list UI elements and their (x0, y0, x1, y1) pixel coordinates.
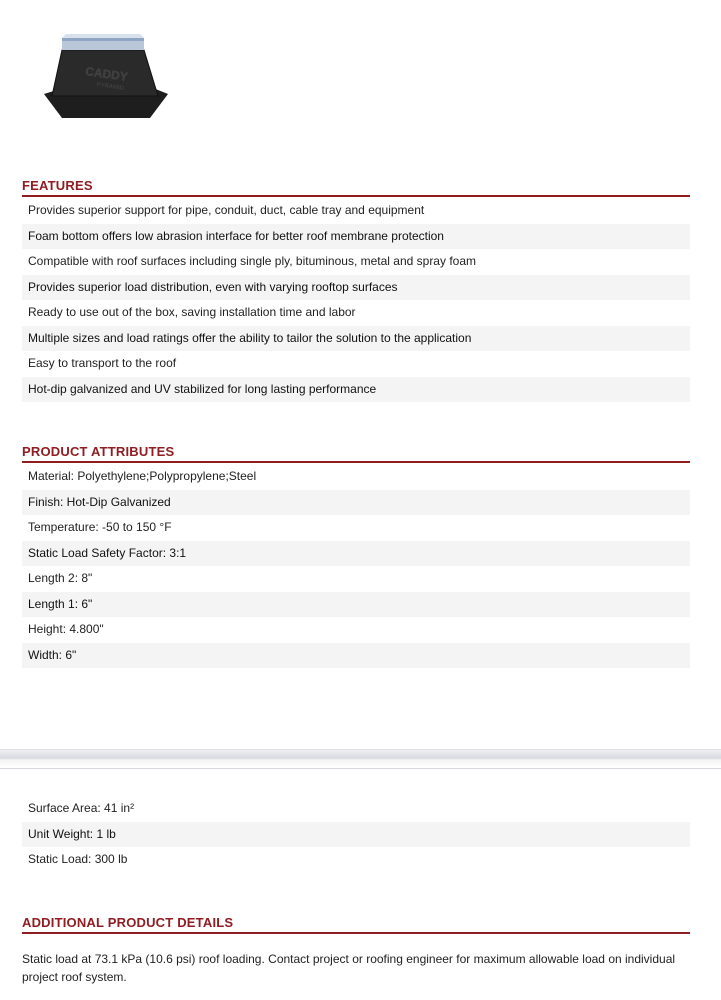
attributes-list-continued (22, 796, 690, 873)
details-title: ADDITIONAL PRODUCT DETAILS (22, 915, 690, 934)
attribute-item: Length 2: 8" (28, 571, 93, 585)
attributes-list (22, 464, 690, 668)
attribute-item: Surface Area: 41 in² (28, 801, 135, 815)
attributes-title: PRODUCT ATTRIBUTES (22, 444, 690, 463)
page-divider (0, 749, 721, 769)
feature-item: Ready to use out of the box, saving installation time and labor (28, 305, 356, 319)
features-list (22, 198, 690, 402)
attribute-item: Unit Weight: 1 lb (22, 822, 690, 848)
feature-item: Multiple sizes and load ratings offer the ability to tailor the solution to the application (22, 326, 690, 352)
product-logo-text: CADDY (84, 64, 129, 84)
attribute-item: Height: 4.800" (28, 622, 104, 636)
feature-item: Compatible with roof surfaces including single ply, bituminous, metal and spray foam (28, 254, 476, 268)
feature-item: Provides superior load distribution, even with varying rooftop surfaces (22, 275, 690, 301)
attribute-item: Static Load Safety Factor: 3:1 (22, 541, 690, 567)
attribute-item: Material: Polyethylene;Polypropylene;Steel (28, 469, 257, 483)
feature-item: Hot-dip galvanized and UV stabilized for long lasting performance (22, 377, 690, 403)
feature-item: Easy to transport to the roof (28, 356, 177, 370)
attribute-item: Static Load: 300 lb (28, 852, 128, 866)
product-image (40, 28, 172, 122)
feature-item: Provides superior support for pipe, conduit, duct, cable tray and equipment (28, 203, 425, 217)
details-text: Static load at 73.1 kPa (10.6 psi) roof loading. Contact project or roofing engineer for maximum allowable load on individual project roof system. (22, 952, 676, 984)
attribute-item: Temperature: -50 to 150 °F (28, 520, 172, 534)
features-title: FEATURES (22, 178, 690, 197)
attribute-item: Width: 6" (22, 643, 690, 669)
feature-item: Foam bottom offers low abrasion interface for better roof membrane protection (22, 224, 690, 250)
product-logo-subtext: PYRAMID (96, 82, 125, 92)
attribute-item: Length 1: 6" (22, 592, 690, 618)
attribute-item: Finish: Hot-Dip Galvanized (22, 490, 690, 516)
